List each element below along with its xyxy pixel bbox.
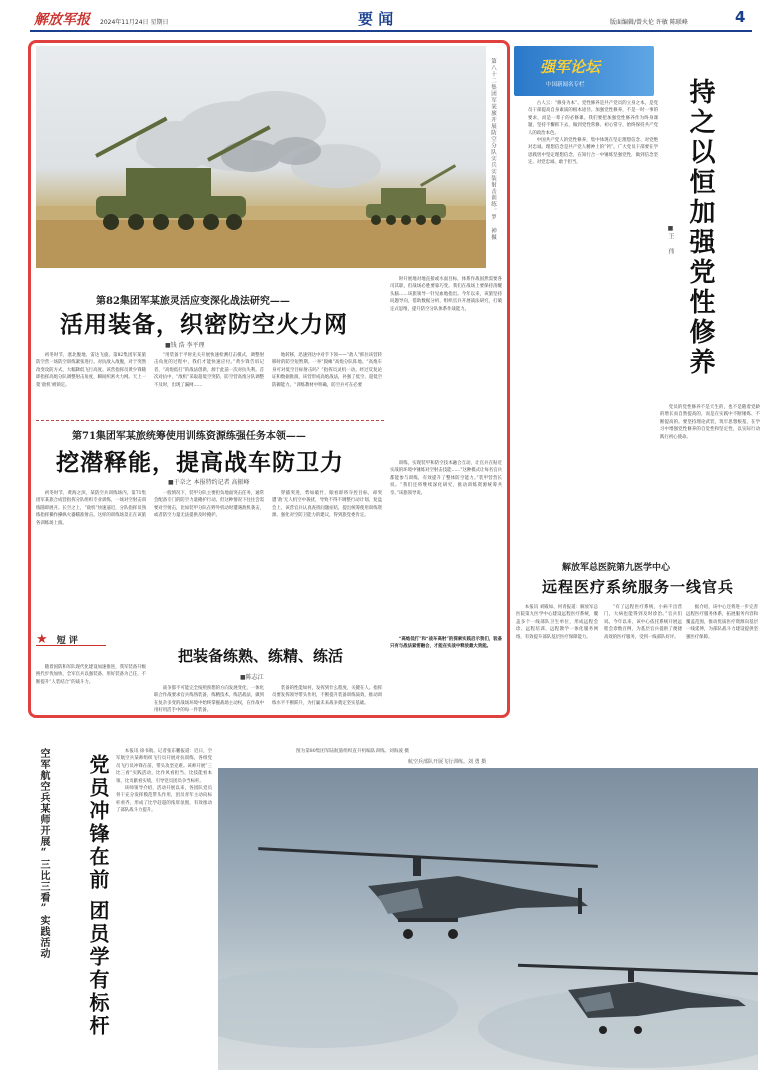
notes-col-2-text: 战争都不可能完全按照预想的方向发展变化，一体化联合作战要求官兵练熟装备，练精技术，练活战法，做到在复杂多变的战场环境中始终掌握战场主动权，在作战中用好用活手中的每一件装备。 <box>154 686 264 714</box>
hospital-col-2-text: “有了远程医疗系统，小病不出营门，大病也能得到及时诊治。”官兵们说。今年以来，该中心依托系统开展远程会诊数百例，为基层官兵提供了便捷高效的医疗服务，受到一线部队好评。 <box>604 605 682 640</box>
helicopter-photo <box>218 768 758 1070</box>
notes-col-3 <box>272 685 382 715</box>
hospital-kicker: 解放军总医院第九医学中心 <box>562 563 671 573</box>
commentary-headline: 持之以恒加强党性修养 <box>685 78 715 378</box>
masthead <box>0 0 783 36</box>
top-story-col-4 <box>390 276 502 457</box>
short-notes-tag <box>36 628 106 646</box>
top-story-col-3-text: 地转移，迅速到达中对手下领——“敌人”抓住该营转移时的防空短暂期。一举“毁瘫”高炮分队阵地。“高炮车身可对低空目标射击吗？”指挥员灵机一动。经过反复论证和数据推演，该营形成高炮战法，补强了低空、超低空防御能力。“训练教材中明确，防空兵可在必要 <box>272 353 382 388</box>
commentary-col-3-text: 党员的党性修养不是天生的，也不是随着党龄的增长而自然提高的，而是在实践中不断锤炼、不断提高的。要坚持理论武装，筑牢思想根基，在学习中增强党性修养的自觉性和坚定性，以实际行动践行初心使命。 <box>660 405 760 440</box>
commentary-banner-title: 强军论坛 <box>540 58 601 76</box>
page-editors: 版面编辑/曾火伦 许敏 陈联峰 <box>610 19 688 26</box>
hospital-col-1-text: 本报讯 刘殿如、何青报道：解放军总医院第九医学中心建设远程医疗系统，覆盖多个一线部队卫生单位，形成远程会诊、远程培训、远程教学一体化服务网络，有效提升部队基层医疗保障能力。 <box>516 605 598 640</box>
second-story-col-2 <box>154 490 264 620</box>
commentary-col-1-text: 古人云：“修身为本”。党性修养是共产党员的立身之本，是党员干部提高自身素质的根本途径。加强党性修养，不是一时一事的要求，而是一辈子的必修课。我们要把加强党性修养作为终身课题，坚持不懈抓下去，做到党性常修、初心常守，始终保持共产党人的政治本色。 <box>528 101 658 136</box>
second-story-col-1 <box>36 490 146 620</box>
section-divider <box>36 420 384 421</box>
notes-pullquote <box>390 636 502 714</box>
notes-col-1 <box>36 664 146 714</box>
hospital-headline: 远程医疗系统服务一线官兵 <box>542 578 735 596</box>
notes-col-1-text: 随着国防和军队现代化建设加速推进，我军装备升级换代步伐加快，全军官兵以强装备、用好装备为己任，不断提升“人装结合”的战斗力。 <box>36 665 146 685</box>
commentary-col-1 <box>528 100 658 400</box>
page-number: 4 <box>735 8 746 26</box>
aviation-headline-1: 党员冲锋在前 <box>86 754 110 892</box>
second-story-col-3 <box>272 490 382 620</box>
second-story-kicker: 第71集团军某旅统筹使用训练资源练强任务本领—— <box>72 431 306 442</box>
newspaper-logo: 解放军报 <box>34 12 90 28</box>
second-story-headline: 挖潜释能，提高战车防卫力 <box>56 450 344 476</box>
second-story-col-4-text: 训练，实现装甲和防空技术融合互动，让官兵在贴近实战的环境中锤炼对空射击技能……“这种模式让每名官兵都能参与训练，有效提升了整体防空能力。”装甲营营长说。“我们还将继续深化研究，推动训练资源统筹共享。”该旅领导说。 <box>390 461 502 496</box>
second-story-col-2-text: 一般情况下，装甲分队主要担负地面突击任务，通常会配备专门的防空力量掩护行动。但这种情况下往往会需要对空射击，比如装甲分队在野外机动时遭遇敌机袭击，或者防空力量无法提供及时掩护。 <box>154 491 264 519</box>
hospital-col-1 <box>516 604 598 754</box>
notes-col-2 <box>154 685 264 715</box>
notes-pullquote-text: “高炮低打”和“战车高射”的探索实践启示我们，装备只有与战法紧密融合，才能在实战中释放最大效能。 <box>390 637 502 650</box>
notes-headline: 把装备练熟、练精、练活 <box>178 647 344 665</box>
aviation-col-1 <box>116 748 212 1070</box>
top-story-byline: ■钱 浩 李平理 <box>165 342 205 349</box>
top-photo <box>36 46 486 268</box>
top-story-headline: 活用装备，织密防空火力网 <box>60 312 348 338</box>
issue-date: 2024年11月24日 星期日 <box>100 19 169 26</box>
aviation-headline-2: 团员学有标杆 <box>86 900 110 1038</box>
top-story-col-1-text: 初冬时节，塞北腹地，雷达飞旋。第82集团军某旅防空营一场防空训练紧张进行。对抗敌入敌腹，对于突然改变攻防方式，大幅降低飞行高度。该营指挥员黄少锋随即指挥高炮分队调整射击角度，瞬间织密火力网。天上一架‘敌机’被锁定。 <box>36 353 146 388</box>
top-story-col-2-text: “用装备于平时先关开展快速检测打击模式，调整射击角度的过程中，我们才能快速应付。”黄少锋告诉记者，“高炮低打”的战法创新，源于此前一次对抗失利。首次对抗中，“敌机”采取超低空突防，防空营高炮分队调整不及时，出现了漏网…… <box>154 353 264 388</box>
commentary-banner <box>514 46 654 96</box>
notes-byline: ■陈志江 <box>240 674 264 681</box>
commentary-col-2-text: 中国共产党人的党性修养，集中体现在坚定理想信念、对党绝对忠诚。理想信念是共产党人精神上的“钙”。广大党员干部要在学思践悟中坚定理想信念，在知行合一中锤炼坚强党性，做到信念坚定、对党忠诚、敢于担当。 <box>528 138 658 166</box>
star-icon: ★ <box>36 632 48 647</box>
second-story-col-3-text: 穿插突进，势如破竹，眼看即将夺控目标，却突遭‘敌’无人机空中袭扰，导致不得不调整行动计划。复盘会上，该营官兵认真查找问题症结，提出统筹使用训练资源、强化对空防卫能力的建议，得到旅党委肯定。 <box>272 491 382 519</box>
anti-aircraft-vehicles-illustration <box>36 46 486 268</box>
commentary-banner-sub: 中国新闻名专栏 <box>546 82 585 88</box>
top-story-kicker: 第82集团军某旅灵活应变深化战法研究—— <box>96 296 290 307</box>
hospital-col-3 <box>686 604 758 754</box>
aviation-col-1-text: 本报讯 徐书航、记者张东鹏报道：近日，空军航空兵某师组织飞行员开展对抗训练，各组党员飞行员冲锋在前，带头攻坚克难。该师开展“三比三看”实践活动，比作风看担当、比技能看本领、比贡献看实绩，引导党员团员争当标杆。 <box>116 749 212 784</box>
top-photo-caption: 第八十二集团军某旅开展防空分队实兵实装射击训练。罗 神摄 <box>490 58 496 241</box>
commentary-byline: ■王 伟 <box>667 225 674 255</box>
second-story-col-4 <box>390 460 502 620</box>
top-story-col-4-text: 时开展地对地直接或水面目标，体系作战固然需要各司其职，但战场必胜要靠巧变。我们在战场上要保持清醒头脑……该旅领导一针见血地指出。今年以来，该旅坚持问题导向，借助数据分析，组织官兵开展战法研究，打破定式思维，提升防空分队体系作战能力。 <box>390 277 502 312</box>
helicopters-illustration <box>218 768 758 1070</box>
helicopter-photo-credit: 航空兵部队开展飞行训练。刘 勇 摄 <box>408 759 487 765</box>
second-story-col-1-text: 初冬时节，黄海之滨，某防空兵训练场内，第71集团军某旅合成营指挥分队组织专业训练，一场对空射击训练随即展开。长空之上，“敌机”快速逼近，分队指挥员熟练指挥操作操纵火器瞄准射击。这样的训练场景正在该旅各训练场上演。 <box>36 491 146 526</box>
commentary-col-3 <box>660 404 760 524</box>
helicopter-photo-note: 图为第80集团军陆航旅组织直升机编队训练。刘海波 摄 <box>296 749 409 754</box>
notes-col-3-text: 装备的性能如何，发挥到什么程度，关键在人。指挥员要发挥领导带头作用，不断提升装备训练质效，推动训练水平不断跃升，为打赢未来战争奠定坚实基础。 <box>272 686 382 706</box>
short-notes-label: 短 评 <box>56 636 78 646</box>
masthead-rule <box>30 30 752 32</box>
section-title: 要 闻 <box>358 10 394 28</box>
hospital-col-3-text: 据介绍，该中心还将进一步完善远程医疗服务体系，拓展服务内容和覆盖范围，推动优质医疗资源向基层一线延伸，为部队战斗力建设提供坚强医疗保障。 <box>686 605 758 640</box>
second-story-byline: ■于奈之 本报特约记者 高振峰 <box>168 479 250 486</box>
aviation-col-2-text: 该师领导介绍，活动开展以来，各团队党员骨干充分发挥模范带头作用，团员青年主动向标杆看齐，形成了比学赶超的浓厚氛围，有效推动了部队战斗力提升。 <box>116 786 212 814</box>
hospital-col-2 <box>604 604 682 754</box>
aviation-kicker: 空军航空兵某师开展“三比三看”实践活动 <box>38 748 49 959</box>
